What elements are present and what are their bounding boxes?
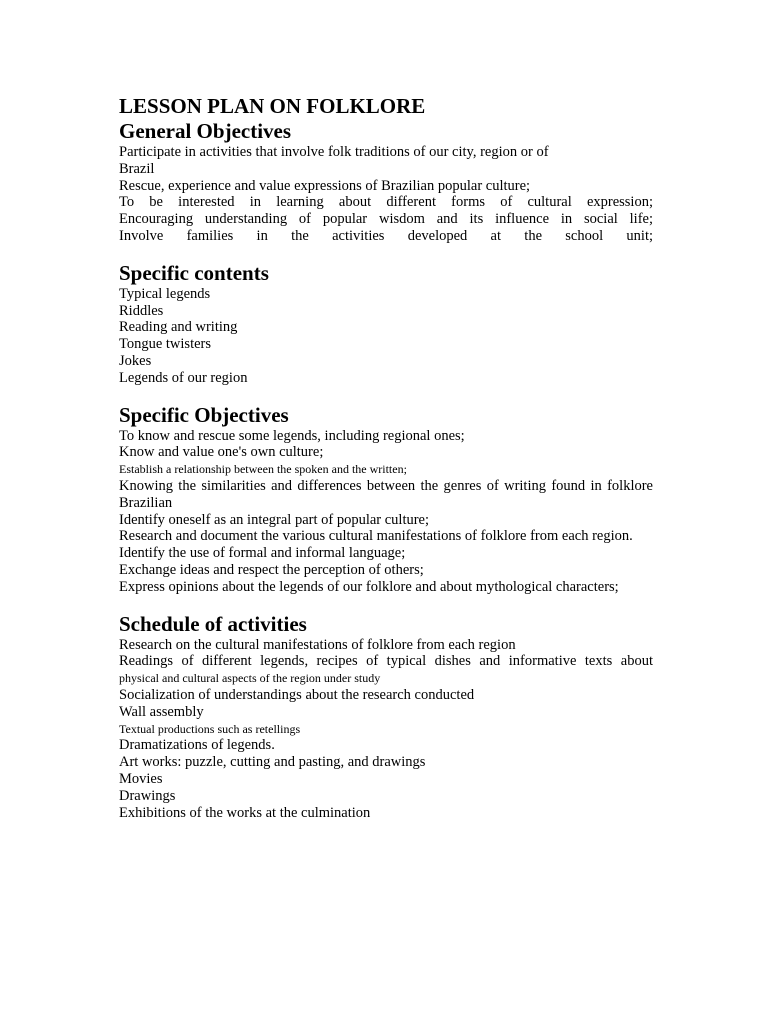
text-line: Tongue twisters xyxy=(119,336,212,353)
section-heading: Specific Objectives xyxy=(119,402,289,427)
section-specific-contents xyxy=(119,261,653,387)
text-line: Express opinions about the legends of our folklore and about mythological characters; xyxy=(119,578,619,595)
section-schedule-of-activities xyxy=(119,612,653,822)
text-line: Establish a relationship between the spoken and the written; xyxy=(119,462,407,477)
text-line: Textual productions such as retellings xyxy=(119,721,301,736)
text-line: Participate in activities that involve folk traditions of our city, region or of xyxy=(119,144,549,160)
text-line: Involve families in the activities developed at the school unit; xyxy=(119,227,653,244)
text-line: To know and rescue some legends, including regional ones; xyxy=(119,427,465,444)
text-line: Drawings xyxy=(119,787,176,804)
text-line: Art works: puzzle, cutting and pasting, and drawings xyxy=(119,754,426,771)
document-title: LESSON PLAN ON FOLKLORE xyxy=(119,94,426,118)
text-line: Readings of different legends, recipes of typical dishes and informative texts about xyxy=(119,653,653,670)
text-line: Dramatizations of legends. xyxy=(119,737,275,754)
document-sections xyxy=(119,119,653,821)
text-line: Identify the use of formal and informal language; xyxy=(119,545,406,562)
text-line: Reading and writing xyxy=(119,319,238,336)
text-line: Brazil xyxy=(119,160,155,177)
section-heading: Schedule of activities xyxy=(119,611,307,636)
section-general-objectives xyxy=(119,119,653,245)
text-line: Know and value one's own culture; xyxy=(119,444,324,461)
text-line: Knowing the similarities and differences between the genres of writing found in folklore xyxy=(119,477,653,494)
text-line: Research and document the various cultural manifestations of folklore from each region. xyxy=(119,528,633,545)
text-line: Encouraging understanding of popular wisdom and its influence in social life; xyxy=(119,211,653,228)
text-line: Exchange ideas and respect the perception of others; xyxy=(119,561,424,578)
document-page xyxy=(119,93,653,821)
text-line: Identify oneself as an integral part of popular culture; xyxy=(119,511,430,528)
text-line: Typical legends xyxy=(119,285,211,302)
text-line: Socialization of understandings about the research conducted xyxy=(119,686,475,703)
section-specific-objectives xyxy=(119,403,653,596)
text-line: Exhibitions of the works at the culmination xyxy=(119,804,371,821)
text-line: Jokes xyxy=(119,352,152,369)
text-line: physical and cultural aspects of the region under study xyxy=(119,671,381,686)
text-line: Research on the cultural manifestations of folklore from each region xyxy=(119,636,516,653)
text-line: Brazilian xyxy=(119,494,173,511)
text-line: Riddles xyxy=(119,302,164,319)
section-heading: General Objectives xyxy=(119,119,292,143)
text-line: Rescue, experience and value expressions of Brazilian popular culture; xyxy=(119,177,531,194)
text-line: Legends of our region xyxy=(119,369,248,386)
text-line: Wall assembly xyxy=(119,703,204,720)
section-heading: Specific contents xyxy=(119,260,269,285)
text-line: To be interested in learning about different forms of cultural expression; xyxy=(119,194,653,211)
text-line: Movies xyxy=(119,770,163,787)
